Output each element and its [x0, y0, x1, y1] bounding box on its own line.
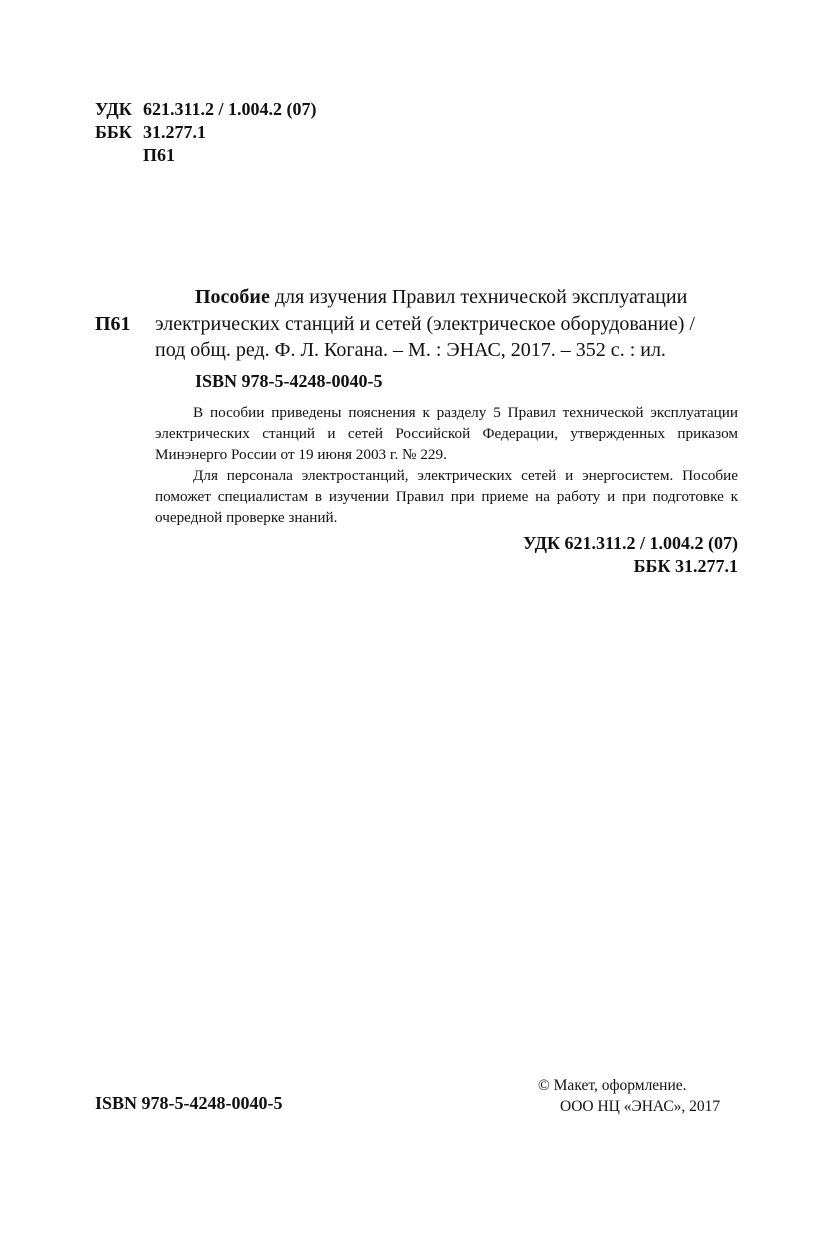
footer-isbn: ISBN 978-5-4248-0040-5 — [95, 1093, 283, 1113]
bbk-label: ББК — [95, 122, 132, 142]
entry-line-1-rest: для изучения Правил технической эксплуатации — [269, 286, 688, 308]
entry-isbn: ISBN 978-5-4248-0040-5 — [195, 371, 383, 391]
index-right-bbk: ББК 31.277.1 — [633, 556, 738, 576]
bbk-value: 31.277.1 — [143, 122, 206, 142]
udk-value: 621.311.2 / 1.004.2 (07) — [143, 99, 317, 119]
annotation — [155, 402, 738, 528]
bbk-line — [95, 121, 206, 143]
entry-line-2: электрических станций и сетей (электрическое оборудование) / — [155, 313, 695, 335]
entry-line-1 — [195, 284, 687, 310]
index-right — [523, 532, 738, 578]
copyright-line-2: ООО НЦ «ЭНАС», 2017 — [560, 1098, 721, 1115]
annotation-paragraph-1: В пособии приведены пояснения к разделу 5 Правил технической эксплуатации электрических станций и сетей Российской Федерации, утвержденных приказом Минэнерго России от 19 июня 2003 г. № 229. — [155, 404, 738, 463]
annotation-paragraph-2: Для персонала электростанций, электрических сетей и энергосистем. Пособие поможет специалистам в изучении Правил при приеме на работу и при подготовке к очередной проверке знаний. — [155, 467, 738, 526]
entry-title: Пособие — [195, 286, 270, 308]
udk-line — [95, 98, 317, 120]
entry-line-3: под общ. ред. Ф. Л. Когана. – М. : ЭНАС, 2017. – 352 с. : ил. — [155, 339, 666, 361]
author-mark-top: П61 — [143, 145, 176, 165]
copyright-line-1: © Макет, оформление. — [538, 1077, 687, 1094]
udk-label: УДК — [95, 99, 132, 119]
index-right-udk: УДК 621.311.2 / 1.004.2 (07) — [523, 533, 738, 553]
copyright — [538, 1075, 720, 1117]
entry-author-mark: П61 — [95, 313, 131, 335]
